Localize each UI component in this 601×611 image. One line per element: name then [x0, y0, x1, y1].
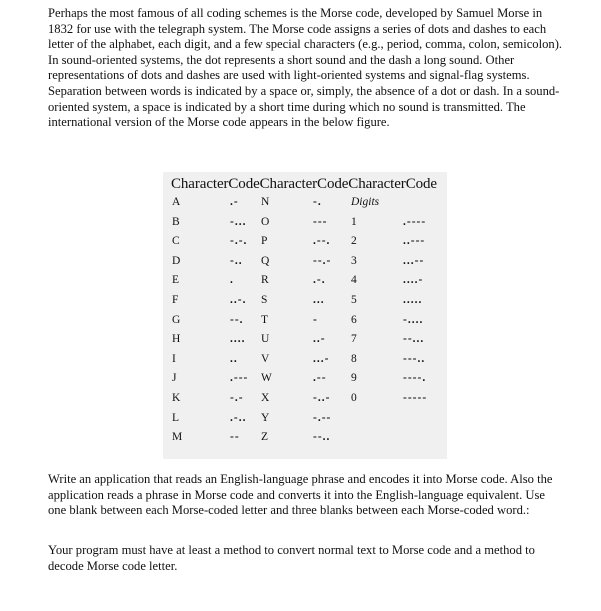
character-cell: 6	[351, 313, 357, 326]
table-row	[163, 431, 447, 450]
character-cell: 5	[351, 294, 357, 306]
code-cell: ...--	[403, 254, 425, 267]
code-cell: ....	[230, 333, 246, 346]
character-cell: 4	[351, 274, 357, 287]
table-row	[163, 216, 447, 235]
table-row	[163, 235, 447, 254]
character-cell: V	[261, 352, 270, 365]
character-cell: J	[172, 372, 177, 385]
code-cell: ....-	[403, 274, 424, 287]
table-row	[163, 372, 447, 391]
table-row	[163, 274, 447, 293]
character-cell: 8	[351, 352, 357, 365]
code-cell: .----	[403, 215, 427, 228]
character-cell: D	[172, 254, 181, 267]
code-cell: ...	[313, 294, 325, 306]
character-cell: A	[172, 196, 181, 208]
code-cell: --...	[403, 333, 425, 346]
code-cell: ---	[313, 215, 328, 228]
code-cell: -..-	[313, 392, 331, 404]
code-cell: .--	[313, 372, 327, 385]
code-cell: ----.	[403, 372, 427, 385]
character-cell: 0	[351, 392, 357, 404]
table-header: CharacterCodeCharacterCodeCharacterCode	[171, 176, 437, 192]
character-cell: 7	[351, 333, 357, 346]
table-row	[163, 333, 447, 352]
character-cell: P	[261, 235, 268, 248]
code-cell: -----	[403, 392, 428, 404]
table-row	[163, 353, 447, 372]
code-cell: -...	[230, 215, 247, 228]
code-cell: ..-	[313, 333, 326, 346]
table-row	[163, 314, 447, 333]
character-cell: G	[172, 313, 181, 326]
character-cell: W	[261, 372, 272, 385]
character-cell: E	[172, 274, 180, 287]
character-cell: 2	[351, 235, 357, 248]
table-row	[163, 294, 447, 313]
character-cell: S	[261, 294, 268, 306]
code-cell: ..---	[403, 235, 426, 248]
character-cell: L	[172, 411, 180, 424]
character-cell: O	[261, 215, 270, 228]
requirement-paragraph: Your program must have at least a method to convert normal text to Morse code and a method to decode Morse code letter.	[48, 543, 535, 573]
code-cell: -....	[403, 313, 424, 326]
code-cell: --..	[313, 431, 331, 444]
table-row	[163, 196, 447, 215]
code-cell: ..-.	[230, 294, 247, 306]
character-cell: Y	[261, 411, 270, 424]
character-cell: B	[172, 215, 180, 228]
code-cell: .-..	[230, 411, 247, 424]
code-cell: .	[230, 274, 234, 287]
code-cell: .-	[230, 196, 239, 208]
code-cell: --.	[230, 313, 244, 326]
character-cell: N	[261, 196, 270, 208]
table-row	[163, 412, 447, 431]
task-paragraph: Write an application that reads an English-language phrase and encodes it into Morse code. Also the application reads a phrase in Morse code and converts it into the English-language equivalent. Use one blank between each Morse-coded letter and three blanks between each Morse-coded word.:	[48, 472, 553, 518]
code-cell: -..	[230, 254, 243, 267]
character-cell: K	[172, 392, 181, 404]
code-cell: ...-	[313, 352, 330, 365]
character-cell: R	[261, 274, 269, 287]
code-cell: -.	[313, 196, 322, 208]
character-cell: M	[172, 431, 183, 444]
character-cell: 9	[351, 372, 357, 385]
character-cell: F	[172, 294, 179, 306]
code-cell: ---..	[403, 352, 426, 365]
code-cell: .---	[230, 372, 249, 385]
character-cell: H	[172, 333, 181, 346]
character-cell: I	[172, 352, 176, 365]
character-cell: Q	[261, 254, 270, 267]
character-cell: 1	[351, 215, 357, 228]
code-cell: .--.	[313, 235, 331, 248]
code-cell: -.-	[230, 392, 244, 404]
table-row	[163, 255, 447, 274]
character-cell: T	[261, 313, 269, 326]
character-cell: Digits	[351, 196, 380, 208]
character-cell: Z	[261, 431, 269, 444]
code-cell: -.--	[313, 411, 332, 424]
character-cell: C	[172, 235, 180, 248]
table-row	[163, 392, 447, 411]
code-cell: -.-.	[230, 235, 248, 248]
character-cell: U	[261, 333, 270, 346]
code-cell: --	[230, 431, 240, 444]
code-cell: -	[313, 313, 318, 326]
code-cell: ..	[230, 352, 238, 365]
code-cell: .-.	[313, 274, 326, 287]
character-cell: X	[261, 392, 270, 404]
morse-code-table	[163, 172, 447, 459]
code-cell: --.-	[313, 254, 332, 267]
character-cell: 3	[351, 254, 357, 267]
code-cell: .....	[403, 294, 423, 306]
intro-paragraph: Perhaps the most famous of all coding schemes is the Morse code, developed by Samuel Morse in 1832 for use with the telegraph system. The Morse code assigns a series of dots and dashes to each letter of the alphabet, each digit, and a few special characters (e.g., period, comma, colon, semicolon). In sound-oriented systems, the dot represents a short sound and the dash a long sound. Other representations of dots and dashes are used with light-oriented systems and signal-flag systems. Separation between words is indicated by a space or, simply, the absence of a dot or dash. In a sound-oriented system, a space is indicated by a short time during which no sound is transmitted. The international version of the Morse code appears in the below figure.	[48, 6, 563, 130]
